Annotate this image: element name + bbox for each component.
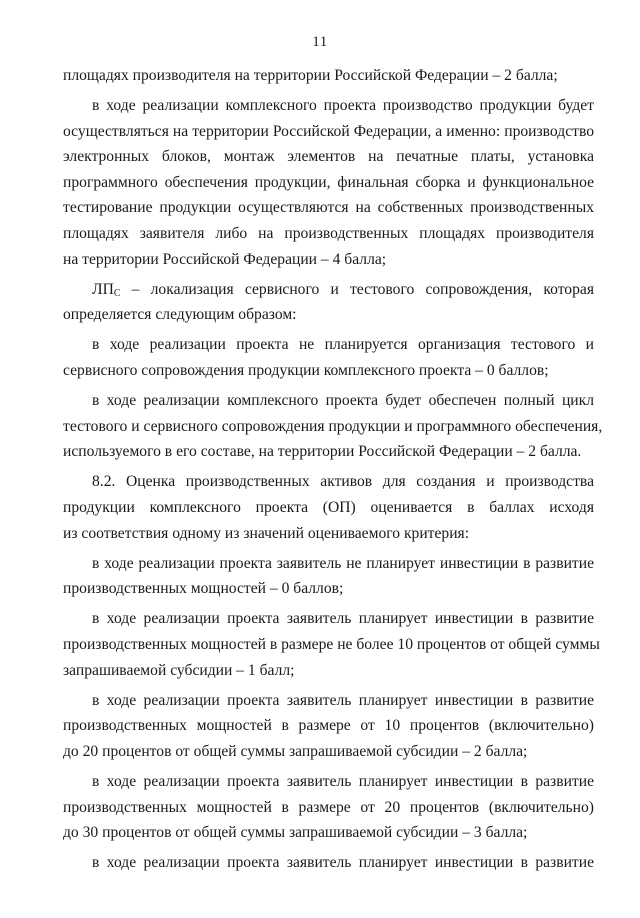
- line-text: – локализация сервисного и тестового сопровождения, которая: [120, 280, 594, 298]
- text-line: используемого в его составе, на территории Российской Федерации – 2 балла.: [63, 443, 582, 461]
- text-line: продукции комплексного проекта (ОП) оценивается в баллах исходя: [63, 499, 594, 516]
- text-line: на территории Российской Федерации – 4 балла;: [63, 250, 387, 268]
- text-line: производственных мощностей – 0 баллов;: [63, 580, 344, 598]
- text-line: производственных мощностей в размере от 10 процентов (включительно): [63, 717, 594, 735]
- text-line: в ходе реализации комплексного проекта будет обеспечен полный цикл: [92, 392, 594, 410]
- text-line: определяется следующим образом:: [63, 306, 297, 324]
- text-line: в ходе реализации проекта заявитель планирует инвестиции в развитие: [92, 854, 594, 872]
- text-line: запрашиваемой субсидии – 1 балл;: [63, 661, 295, 679]
- text-line: в ходе реализации проекта заявитель планирует инвестиции в развитие: [92, 772, 594, 790]
- text-line: площадях производителя на территории Российской Федерации – 2 балла;: [63, 67, 558, 84]
- text-line: из соответствия одному из значений оцениваемого критерия:: [63, 524, 470, 542]
- text-line: осуществляться на территории Российской Федерации, а именно: производство: [63, 122, 594, 140]
- text-line: тестирование продукции осуществляются на собственных производственных: [63, 199, 594, 217]
- term-subscript: С: [113, 287, 121, 299]
- text-line: производственных мощностей в размере не более 10 процентов от общей суммы: [63, 635, 600, 653]
- text-line: программного обеспечения продукции, финальная сборка и функциональное: [63, 173, 594, 191]
- text-line: в ходе реализации проекта не планируется организация тестового и: [92, 336, 594, 354]
- text-line: до 20 процентов от общей суммы запрашиваемой субсидии – 2 балла;: [63, 742, 528, 760]
- page-number: 11: [312, 34, 328, 50]
- text-line: 8.2. Оценка производственных активов для создания и производства: [92, 473, 594, 491]
- text-line: [63, 277, 594, 303]
- text-line: в ходе реализации проекта заявитель планирует инвестиции в развитие: [92, 610, 594, 628]
- text-line: сервисного сопровождения продукции комплексного проекта – 0 баллов;: [63, 362, 549, 380]
- text-line: электронных блоков, монтаж элементов на печатные платы, установка: [63, 148, 594, 166]
- text-line: в ходе реализации проекта заявитель не планирует инвестиции в развитие: [92, 554, 594, 572]
- text-line: производственных мощностей в размере от 20 процентов (включительно): [63, 798, 594, 816]
- text-line: площадях заявителя либо на производственных площадях производителя: [63, 225, 594, 243]
- text-line: в ходе реализации комплексного проекта производство продукции будет: [92, 97, 594, 115]
- text-line: тестового и сервисного сопровождения продукции и программного обеспечения,: [63, 417, 603, 435]
- text-line: в ходе реализации проекта заявитель планирует инвестиции в развитие: [92, 691, 594, 709]
- text-line: до 30 процентов от общей суммы запрашиваемой субсидии – 3 балла;: [63, 824, 528, 842]
- body-text: [63, 63, 603, 876]
- term-symbol: ЛП: [92, 280, 114, 298]
